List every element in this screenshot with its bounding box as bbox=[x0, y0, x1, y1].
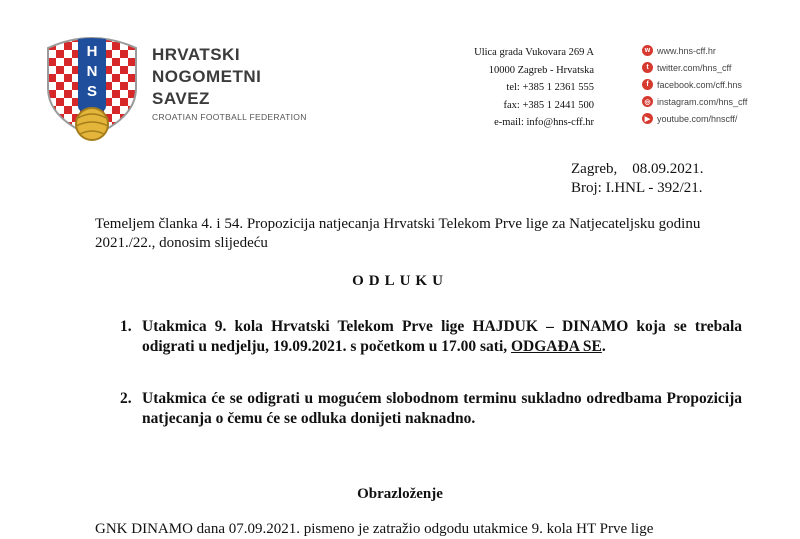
decision-item-1 bbox=[120, 317, 742, 357]
twitter-icon: t bbox=[642, 62, 653, 73]
intro-paragraph: Temeljem članka 4. i 54. Propozicija natjecanja Hrvatski Telekom Prve lige za Natjecateljsku godinu 2021./22., donosim slijedeću bbox=[95, 216, 701, 251]
organization-name bbox=[152, 44, 307, 122]
reference-number: Broj: I.HNL - 392/21. bbox=[571, 180, 703, 196]
instagram-icon: ◎ bbox=[642, 96, 653, 107]
org-line-1: HRVATSKI bbox=[152, 45, 241, 64]
org-subtitle: CROATIAN FOOTBALL FEDERATION bbox=[152, 112, 307, 122]
date-line: Zagreb, 08.09.2021. bbox=[571, 161, 704, 177]
org-line-3: SAVEZ bbox=[152, 89, 210, 108]
item-1-emphasis: ODGAĐA SE bbox=[511, 338, 602, 355]
hns-logo bbox=[40, 18, 144, 146]
item-1-tail: . bbox=[601, 338, 606, 355]
address-block bbox=[394, 44, 594, 132]
org-line-2: NOGOMETNI bbox=[152, 67, 262, 86]
date-reference-block bbox=[571, 160, 703, 198]
address-fax: fax: +385 1 2441 500 bbox=[503, 99, 594, 111]
social-web-label: www.hns-cff.hr bbox=[657, 45, 716, 56]
web-icon: w bbox=[642, 45, 653, 56]
item-1-text: Utakmica 9. kola Hrvatski Telekom Prve lige HAJDUK – DINAMO koja se trebala odigrati u nedjelju, 19.09.2021. s početkom u 17.00 sati, bbox=[142, 318, 742, 355]
social-web[interactable] bbox=[642, 42, 747, 59]
address-city: 10000 Zagreb - Hrvatska bbox=[488, 64, 594, 76]
logo-letter-h: H bbox=[86, 43, 98, 60]
explanation-text: GNK DINAMO dana 07.09.2021. pismeno je zatražio odgodu utakmice 9. kola HT Prve lige bbox=[95, 521, 654, 537]
social-twitter[interactable] bbox=[642, 59, 747, 76]
decision-heading: ODLUKU bbox=[352, 273, 448, 289]
decision-item-2 bbox=[120, 389, 742, 429]
logo-letter-n: N bbox=[86, 63, 98, 80]
item-1-number: 1. bbox=[120, 318, 132, 335]
social-facebook[interactable] bbox=[642, 76, 747, 93]
item-2-number: 2. bbox=[120, 390, 132, 407]
social-youtube[interactable] bbox=[642, 110, 747, 127]
social-facebook-label: facebook.com/cff.hns bbox=[657, 79, 742, 90]
social-youtube-label: youtube.com/hnscff/ bbox=[657, 113, 738, 124]
youtube-icon: ▶ bbox=[642, 113, 653, 124]
item-2-text: Utakmica će se odigrati u mogućem slobodnom terminu sukladno odredbama Propozicija natjecanja o čemu će se odluka donijeti naknadno. bbox=[142, 390, 742, 427]
explanation-heading: Obrazloženje bbox=[357, 486, 443, 502]
social-instagram-label: instagram.com/hns_cff bbox=[657, 96, 748, 107]
address-street: Ulica grada Vukovara 269 A bbox=[474, 47, 594, 58]
decision-items bbox=[120, 317, 742, 429]
facebook-icon: f bbox=[642, 79, 653, 90]
logo-letter-s: S bbox=[86, 83, 98, 100]
social-links bbox=[642, 42, 747, 127]
social-instagram[interactable] bbox=[642, 93, 747, 110]
address-tel: tel: +385 1 2361 555 bbox=[506, 82, 594, 93]
social-twitter-label: twitter.com/hns_cff bbox=[657, 62, 732, 73]
address-email: e-mail: info@hns-cff.hr bbox=[494, 117, 594, 128]
